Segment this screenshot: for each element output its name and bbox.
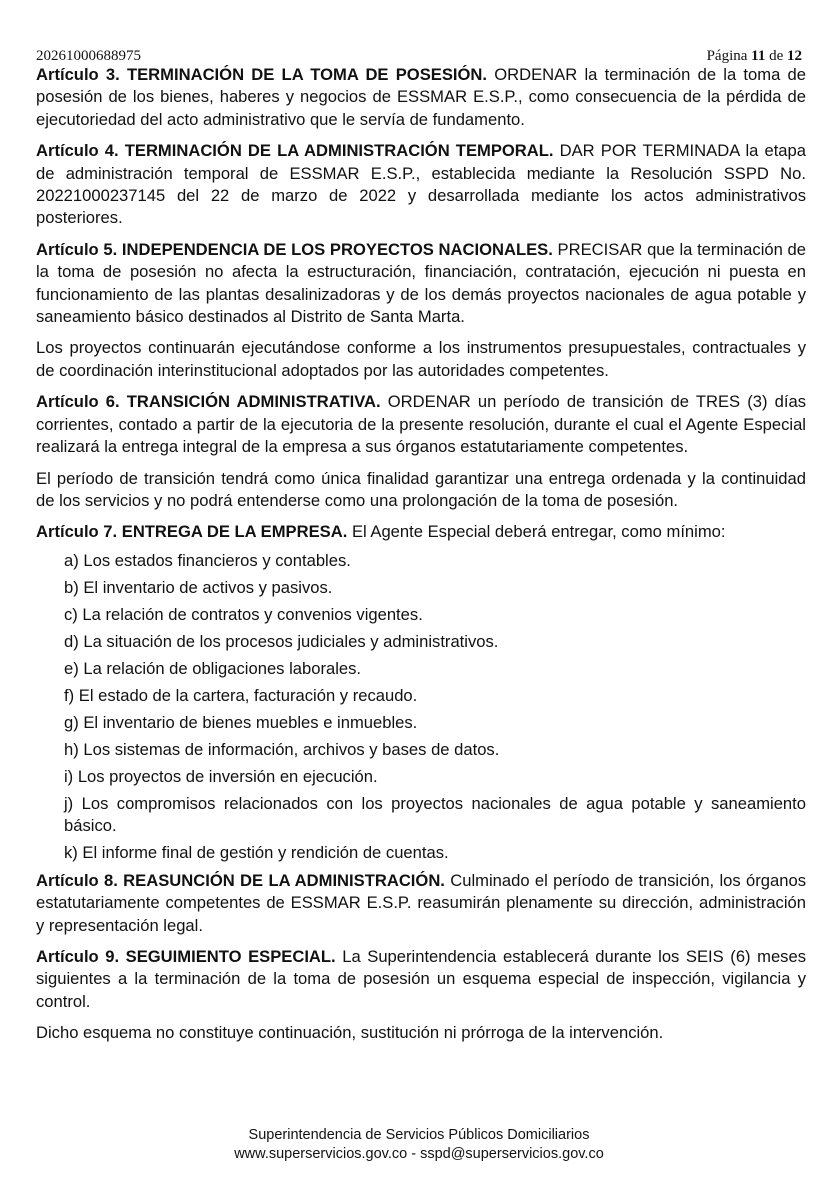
article-6 bbox=[36, 391, 806, 458]
article-7 bbox=[36, 521, 806, 543]
list-item: b) El inventario de activos y pasivos. bbox=[64, 577, 333, 597]
list-item: e) La relación de obligaciones laborales. bbox=[64, 658, 362, 678]
list-item: k) El informe final de gestión y rendición de cuentas. bbox=[64, 842, 449, 862]
article-title: Artículo 7. ENTREGA DE LA EMPRESA. bbox=[36, 522, 348, 542]
page-of: de bbox=[769, 48, 784, 64]
article-4 bbox=[36, 140, 806, 230]
page-footer bbox=[0, 1126, 838, 1164]
article-8 bbox=[36, 870, 806, 937]
article-text: ORDENAR un período de transición de TRES (3) días corrientes, contado a partir de la ejecutoria de la presente resolución, durante el cual el Agente Especial realizará la entrega integral de la empresa a sus órganos estatutariamente competentes. bbox=[36, 392, 806, 457]
footer-org: Superintendencia de Servicios Públicos Domiciliarios bbox=[248, 1127, 590, 1143]
article-text: DAR POR TERMINADA la etapa de administración temporal de ESSMAR E.S.P., establecida mediante la Resolución SSPD No. 20221000237145 del 22 de marzo de 2022 y desarrollada mediante los actos administrativos posteriores. bbox=[36, 141, 806, 228]
page-indicator bbox=[707, 47, 802, 65]
page-current: 11 bbox=[751, 48, 766, 64]
document-body bbox=[36, 64, 806, 1054]
article-9 bbox=[36, 946, 806, 1013]
document-number: 20261000688975 bbox=[36, 48, 141, 64]
article-text: El Agente Especial deberá entregar, como mínimo: bbox=[347, 522, 726, 542]
article-title: Artículo 6. TRANSICIÓN ADMINISTRATIVA. bbox=[36, 392, 381, 412]
article-text: Culminado el período de transición, los órganos estatutariamente competentes de ESSMAR E.S.P. reasumirán plenamente su dirección, administración y representación legal. bbox=[36, 870, 806, 935]
article-3 bbox=[36, 64, 806, 131]
list-item: f) El estado de la cartera, facturación y recaudo. bbox=[64, 685, 418, 705]
article-9-paragraph: Dicho esquema no constituye continuación, sustitución ni prórroga de la intervención. bbox=[36, 1023, 664, 1043]
article-text: ORDENAR la terminación de la toma de posesión de los bienes, haberes y negocios de ESSMAR E.S.P., como consecuencia de la pérdida de ejecutoriedad del acto administrativo que le servía de fundamento. bbox=[36, 65, 806, 129]
article-title: Artículo 9. SEGUIMIENTO ESPECIAL. bbox=[36, 946, 336, 966]
page-word: Página bbox=[706, 48, 748, 64]
list-item: a) Los estados financieros y contables. bbox=[64, 550, 351, 570]
list-item: h) Los sistemas de información, archivos y bases de datos. bbox=[64, 739, 500, 759]
article-title: Artículo 3. TERMINACIÓN DE LA TOMA DE POSESIÓN. bbox=[36, 65, 488, 84]
article-title: Artículo 8. REASUNCIÓN DE LA ADMINISTRACIÓN. bbox=[36, 870, 445, 890]
list-item: d) La situación de los procesos judiciales y administrativos. bbox=[64, 631, 499, 651]
page-total: 12 bbox=[787, 48, 802, 64]
article-5 bbox=[36, 239, 806, 329]
article-text: PRECISAR que la terminación de la toma de posesión no afecta la estructuración, financiación, contratación, ejecución ni puesta en funcionamiento de las plantas desalinizadoras y de los demás proyectos nacionales de agua potable y saneamiento básico destinados al Distrito de Santa Marta. bbox=[36, 239, 806, 327]
footer-contact: www.superservicios.gov.co - sspd@superservicios.gov.co bbox=[234, 1146, 604, 1162]
article-text: La Superintendencia establecerá durante los SEIS (6) meses siguientes a la terminación de la toma de posesión un esquema especial de inspección, vigilancia y control. bbox=[36, 946, 806, 1011]
article-5-paragraph: Los proyectos continuarán ejecutándose conforme a los instrumentos presupuestales, contractuales y de coordinación interinstitucional adoptados por las autoridades competentes. bbox=[36, 338, 806, 380]
list-item: i) Los proyectos de inversión en ejecución. bbox=[64, 766, 378, 786]
list-item: g) El inventario de bienes muebles e inmuebles. bbox=[64, 712, 418, 732]
list-item: c) La relación de contratos y convenios vigentes. bbox=[64, 604, 423, 624]
delivery-list bbox=[36, 550, 806, 864]
article-title: Artículo 5. INDEPENDENCIA DE LOS PROYECTOS NACIONALES. bbox=[36, 239, 553, 259]
list-item: j) Los compromisos relacionados con los proyectos nacionales de agua potable y saneamiento básico. bbox=[64, 793, 806, 835]
article-6-paragraph: El período de transición tendrá como única finalidad garantizar una entrega ordenada y la continuidad de los servicios y no podrá entenderse como una prolongación de la toma de posesión. bbox=[36, 468, 806, 510]
article-title: Artículo 4. TERMINACIÓN DE LA ADMINISTRACIÓN TEMPORAL. bbox=[36, 141, 554, 161]
